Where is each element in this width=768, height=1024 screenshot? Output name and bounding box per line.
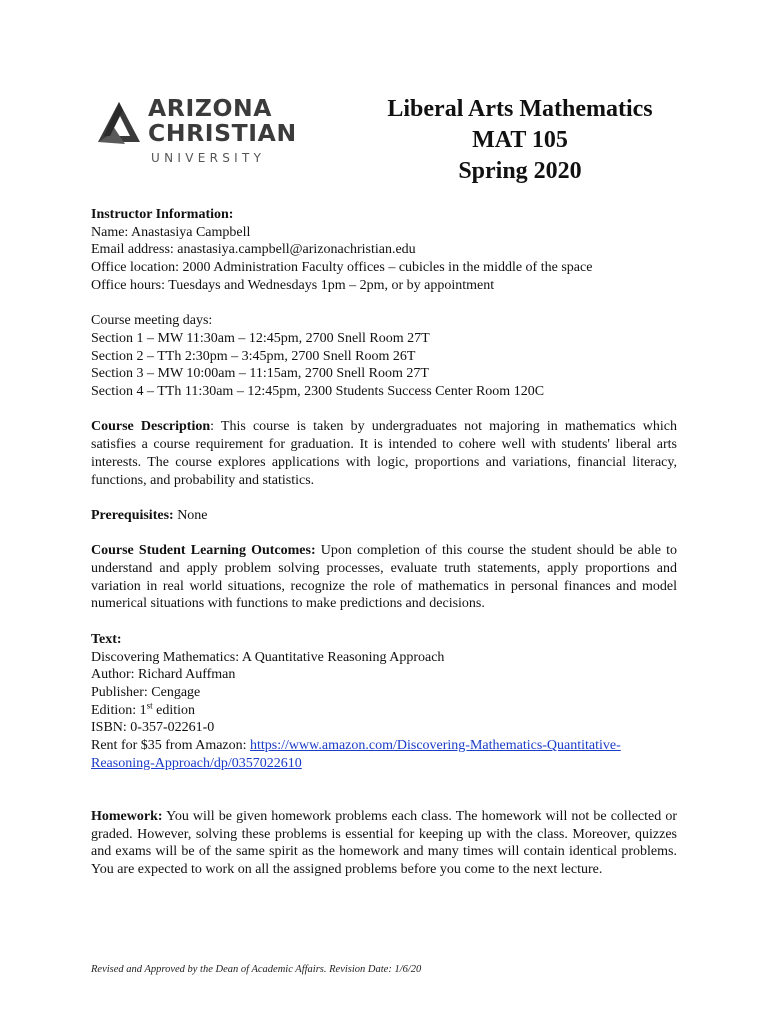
- section-line: Section 4 – TTh 11:30am – 12:45pm, 2300 Students Success Center Room 120C: [91, 384, 545, 400]
- prerequisites-label: Prerequisites:: [91, 507, 174, 523]
- course-code: MAT 105: [472, 127, 568, 153]
- amazon-link[interactable]: https://www.amazon.com/Discovering-Mathematics-Quantitative-: [250, 738, 621, 754]
- rent-prefix: Rent for $35 from Amazon:: [91, 738, 251, 754]
- book-isbn: ISBN: 0-357-02261-0: [91, 720, 215, 736]
- section-line: Section 2 – TTh 2:30pm – 3:45pm, 2700 Snell Room 26T: [91, 348, 416, 364]
- rent-line: [91, 737, 677, 755]
- syllabus-body: [91, 206, 677, 879]
- rent-link-continuation: [91, 755, 677, 773]
- homework-label: Homework:: [91, 808, 163, 824]
- text-heading: Text:: [91, 631, 122, 647]
- revision-footer: Revised and Approved by the Dean of Academic Affairs. Revision Date: 1/6/20: [91, 964, 422, 975]
- edition-superscript: st: [146, 699, 153, 710]
- edition-suffix: edition: [152, 702, 196, 718]
- course-name: Liberal Arts Mathematics: [387, 96, 653, 122]
- instructor-name: Name: Anastasiya Campbell: [91, 224, 251, 240]
- office-location: Office location: 2000 Administration Faculty offices – cubicles in the middle of the space: [91, 260, 593, 276]
- prerequisites: [91, 507, 677, 525]
- edition-prefix: Edition: 1: [91, 702, 147, 718]
- instructor-email: Email address: anastasiya.campbell@arizonachristian.edu: [91, 242, 416, 258]
- instructor-heading: Instructor Information:: [91, 207, 234, 222]
- office-hours: Office hours: Tuesdays and Wednesdays 1pm – 2pm, or by appointment: [91, 277, 495, 293]
- prerequisites-text: None: [173, 507, 208, 523]
- learning-outcomes: [91, 542, 677, 613]
- homework-policy: [91, 808, 677, 879]
- course-term: Spring 2020: [458, 158, 582, 184]
- logo-text-christian: CHRISTIAN: [148, 119, 297, 147]
- university-logo-mark-icon: [96, 100, 142, 146]
- section-line: Section 1 – MW 11:30am – 12:45pm, 2700 Snell Room 27T: [91, 330, 430, 346]
- course-description: [91, 418, 677, 489]
- logo-text-arizona: ARIZONA: [148, 94, 273, 122]
- logo-text-university: UNIVERSITY: [151, 151, 266, 165]
- amazon-link-continuation[interactable]: Reasoning-Approach/dp/0357022610: [91, 755, 302, 771]
- course-description-label: Course Description: [91, 419, 211, 435]
- learning-outcomes-label: Course Student Learning Outcomes:: [91, 543, 316, 559]
- book-title: Discovering Mathematics: A Quantitative Reasoning Approach: [91, 649, 445, 665]
- homework-text: You will be given homework problems each class. The homework will not be collected or graded. However, solving these problems is essential for keeping up with the class. Moreover, quizzes and exams will be of the same spirit as the homework and many times will contain identical problems. You are expected to work on all the assigned problems before you come to the next lecture.: [91, 808, 677, 877]
- course-title-block: [360, 94, 680, 187]
- book-author: Author: Richard Auffman: [91, 667, 236, 683]
- book-edition: [91, 699, 677, 720]
- book-publisher: Publisher: Cengage: [91, 684, 201, 700]
- course-description-text: : This course is taken by undergraduates not majoring in mathematics which satisfies a course requirement for graduation. It is intended to cohere well with students' liberal arts interests. The course explores applications with logic, proportions and variations, financial literacy, functions, and probability and statistics.: [91, 419, 677, 488]
- section-line: Section 3 – MW 10:00am – 11:15am, 2700 Snell Room 27T: [91, 366, 429, 382]
- learning-outcomes-text: Upon completion of this course the student should be able to understand and apply problem solving processes, evaluate truth statements, apply proportions and variation in real world situations, recognize the role of mathematics in personal finances and model numerical situations with functions to make predictions and decisions.: [91, 543, 677, 612]
- university-logo: [96, 94, 316, 168]
- meeting-heading: Course meeting days:: [91, 313, 213, 329]
